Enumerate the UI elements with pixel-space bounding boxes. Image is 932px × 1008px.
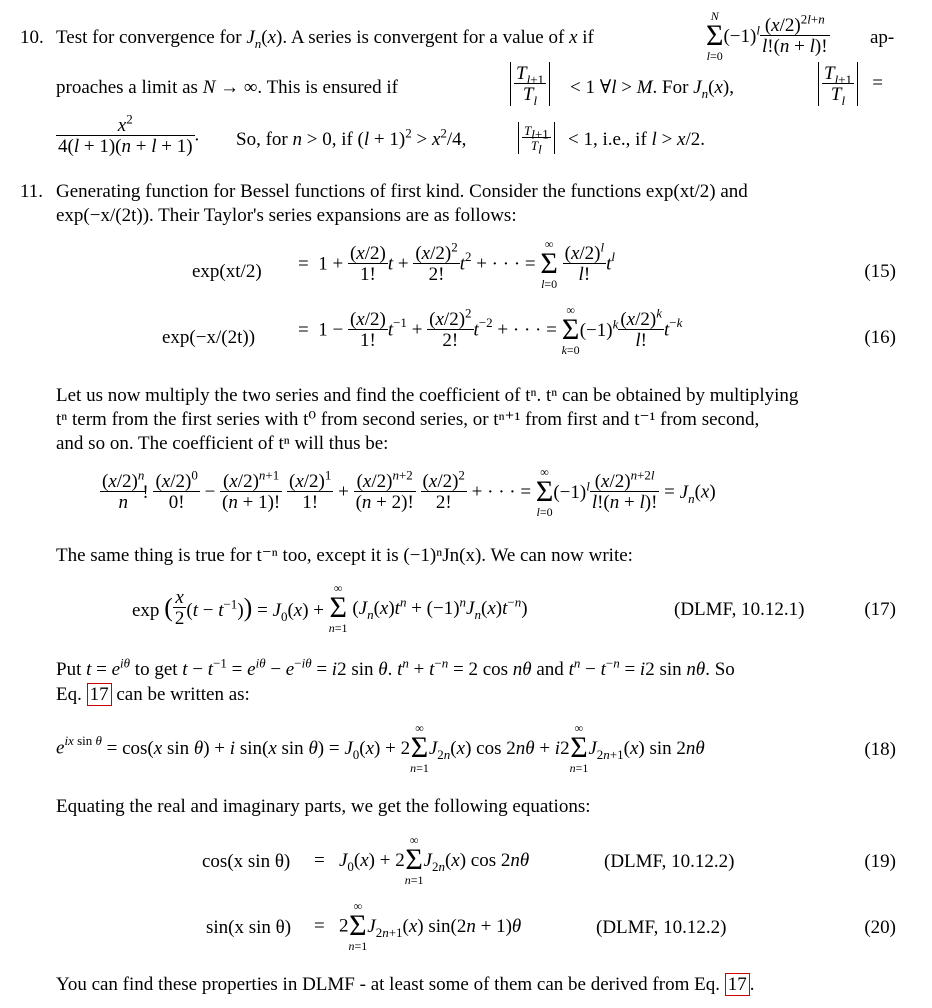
eq19-lhs: cos(x sin θ) [202,851,291,872]
item10-line2-mid: < 1 ∀l > M. For $J_n(x)$, [570,77,734,101]
eq19-rhs: = $J_0(x) + 2$ ∞ Σ n=1 $J_{2n}(x)$ cos 2nθ [314,833,530,887]
item10-line1-tail: ap- [870,27,895,48]
eq16-rhs: = 1 − $\frac{(x/2)}{1!}$ $t^{-1}$ + $\frac{(x/2)^2}{2!}$ $t^{-2}$ + · · · = ∞ Σ k=0 $(-1)^k$ $\frac{(x/2)^k}{l!}$ $t^{-k}$ [298,303,683,357]
eq17-dlmf: (DLMF, 10.12.1) [674,599,805,620]
eq19-number: (19) [864,851,896,872]
item11-line2: exp(−x/(2t)). Their Taylor's series expansions are as follows: [56,205,517,226]
item10-line3-tail: < 1, i.e., if l > x/2. [568,129,706,150]
item11-para1-line2: tⁿ term from the first series with t⁰ from second series, or tⁿ⁺¹ from first and t⁻¹ from second, [56,409,760,430]
eq17: exp ( $\frac{x}{2}$ $(t - t^{-1})) = J_0(x)$ + ∞ Σ n=1 $(J_n(x)t^n + (-1)^nJ_n(x)t^{-n})$ [132,581,528,635]
eq17-number: (17) [864,599,896,620]
item11-para5: You can find these properties in DLMF - at least some of them can be derived from Eq. 17 . [56,974,755,995]
item10-line2: proaches a limit as N → ∞. This is ensured if [56,77,398,98]
item11-para3-line1: Put $t = e^{i\theta}$ to get $t - t^{-1} = e^{i\theta} - e^{-i\theta} = i2$ sin θ. $t^n + t^{-n} = 2$ cos nθ and $t^n - t^{-n} = i2$ sin nθ. So [56,655,735,680]
item10-fraction: $\frac{x^2}{4(l + 1)(n + l + 1)}$ . [58,111,200,157]
eq16-lhs: exp(−x/(2t)) [162,327,256,348]
eq17-ref-link-2[interactable]: 17 [725,973,750,996]
item10-ratio-3: $\frac{T_{l+1}}{T_l}$ [518,122,555,154]
item10-ratio-2: $\frac{T_{l+1}}{T_l}$ = [818,62,883,106]
item10-number: 10. [20,27,44,48]
coefficient-equation: $\frac{(x/2)^n}{n}$ ! $\frac{(x/2)^0}{0!}$ − $\frac{(x/2)^{n+1}}{(n + 1)!}$ $\frac{(x/2)^1}{1!}$ + $\frac{(x/2)^{n+2}}{(n + 2)!}$ $\frac{(x/2)^2}{2!}$ + · · · = ∞ Σ l=0 $(-1)^l$ $\frac{(x/2)^{n+2l}}{l!(n + l)!}$ = $J_n(x)$ [102,465,716,519]
eq15-lhs: exp(xt/2) [192,261,262,282]
item11-para3-line2: Eq. 17 can be written as: [56,684,250,705]
eq18-number: (18) [864,739,896,760]
eq16-number: (16) [864,327,896,348]
eq18: $e^{ix sin \theta} = \cos(x$ sin θ) + i sin(x $\sin \theta) = J_0(x) + 2$ ∞ Σ n=1 $J_{2n}(x)$ cos 2nθ + i2 ∞ Σ n=1 $J_{2n+1}(x)$ sin 2nθ [56,721,705,775]
eq17-ref-link[interactable]: 17 [87,683,112,706]
item11-para1-line3: and so on. The coefficient of tⁿ will thus be: [56,433,389,454]
eq20-dlmf: (DLMF, 10.12.2) [596,917,727,938]
eq19-dlmf: (DLMF, 10.12.2) [604,851,735,872]
eq15-number: (15) [864,261,896,282]
item11-line1: Generating function for Bessel functions of first kind. Consider the functions exp(xt/2) and [56,181,748,202]
eq20-number: (20) [864,917,896,938]
item11-para1-line1: Let us now multiply the two series and find the coefficient of tⁿ. tⁿ can be obtained by multiplying [56,385,799,406]
item10-series-expression: N Σ l=0 $(-1)^l$ $\frac{(x/2)^{2l+n}}{l!(n + l)!}$ [706,9,828,63]
item10-line3: So, for n > 0, if $(l + 1)^2 > x^2/4$, [236,125,467,150]
eq20-lhs: sin(x sin θ) [206,917,292,938]
item11-number: 11. [20,181,44,202]
item11-para2: The same thing is true for t⁻ⁿ too, except it is (−1)ⁿJn(x). We can now write: [56,545,633,566]
eq15-rhs: = 1 + $\frac{(x/2)}{1!}$ t + $\frac{(x/2)^2}{2!}$ $t^2$ + · · · = ∞ Σ l=0 $\frac{(x/2)^l}{l!}$ $t^l$ [298,237,616,291]
item10-ratio-1: $\frac{T_{l+1}}{T_l}$ [510,62,550,106]
item11-para4: Equating the real and imaginary parts, we get the following equations: [56,796,591,817]
eq20-rhs: = 2 ∞ Σ n=1 $J_{2n+1}(x) \sin(2n + 1)\theta$ [314,899,522,953]
item10-line1: Test for convergence for $J_n(x)$. A series is convergent for a value of x if [56,27,594,51]
